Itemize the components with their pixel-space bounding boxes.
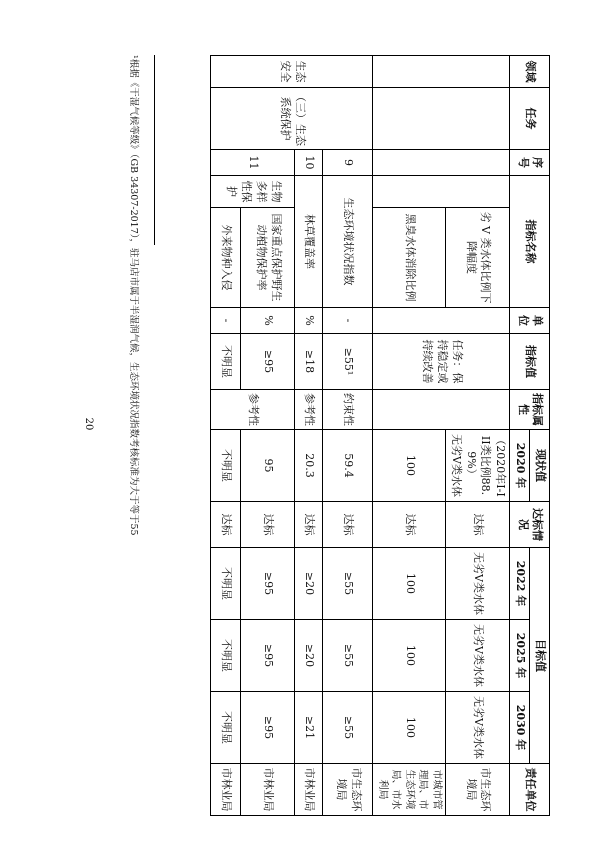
seq-value: 10 <box>295 150 323 176</box>
header-seq: 序号 <box>510 150 550 176</box>
current-value: 95 <box>241 430 295 502</box>
header-indicator-value: 指标值 <box>510 334 550 390</box>
current-value: 100 <box>373 430 446 502</box>
header-responsible: 责任单位 <box>510 764 550 816</box>
name-group-cell-water <box>373 176 510 208</box>
status-value: 达标 <box>241 502 295 548</box>
status-value: 达标 <box>373 502 446 548</box>
target-2025: 不明显 <box>211 620 241 692</box>
status-value: 达标 <box>295 502 323 548</box>
header-current: 现状值 <box>530 430 550 502</box>
seq-value: 11 <box>211 150 295 176</box>
indicator-name: 国家重点保护野生动植物保护率 <box>241 208 295 308</box>
field-eco: 生态安全 <box>211 56 373 88</box>
status-value: 达标 <box>211 502 241 548</box>
target-2025: ≥20 <box>295 620 323 692</box>
header-2025: 2025 年 <box>510 620 530 692</box>
indicator-attr: 约束性 <box>323 390 373 430</box>
header-indicator-attr: 指标属性 <box>510 390 550 430</box>
unit-value: - <box>211 308 241 334</box>
target-2025: 100 <box>373 620 446 692</box>
header-current-year: 2020 年 <box>510 430 530 502</box>
task-eco: （三）生态系统保护 <box>211 88 373 150</box>
header-target: 目标值 <box>530 548 550 764</box>
unit-cell-water <box>373 308 510 334</box>
current-water-value: 无劣V类水体 <box>449 434 463 497</box>
header-task: 任务 <box>510 88 550 150</box>
current-value <box>445 430 509 502</box>
header-row-1 <box>530 56 550 816</box>
target-2025: 无劣V类水体 <box>445 620 509 692</box>
target-2030: 不明显 <box>211 692 241 764</box>
page-number: 20 <box>83 417 94 431</box>
current-value: 不明显 <box>211 430 241 502</box>
indicator-name: 劣 V 类水体比例下降幅度 <box>445 208 509 308</box>
target-2025: ≥95 <box>241 620 295 692</box>
status-value: 达标 <box>323 502 373 548</box>
unit-value: - <box>323 308 373 334</box>
target-2022: ≥55 <box>323 548 373 620</box>
unit-value: % <box>241 308 295 334</box>
footnote: ¹根据《干湿气候等级》（GB 34307-2017），驻马店市属于半湿润气候，生态环境状况指数考核标准为大于等于55 <box>128 55 139 536</box>
indicator-group: 生物多样性保护 <box>211 176 295 208</box>
target-2022: ≥95 <box>241 548 295 620</box>
current-water-note: （2020年I-III类比例88.9%） <box>464 434 508 497</box>
indicator-attr: 参考性 <box>211 390 295 430</box>
unit-value: % <box>295 308 323 334</box>
seq-value: 9 <box>323 150 373 176</box>
indicator-name: 黑臭水体消除比例 <box>373 208 446 308</box>
indicator-table <box>210 55 550 816</box>
target-2022: 100 <box>373 548 446 620</box>
status-value: 达标 <box>445 502 509 548</box>
responsible-unit: 市林业局 <box>211 764 241 816</box>
target-2030: ≥55 <box>323 692 373 764</box>
current-value: 20.3 <box>295 430 323 502</box>
field-cell-water <box>373 56 510 88</box>
indicator-name: 外来物种入侵 <box>211 208 241 308</box>
table-row <box>295 56 323 816</box>
header-status: 达标情况 <box>510 502 550 548</box>
task-cell-water <box>373 88 510 150</box>
indicator-name: 生态环境状况指数 <box>323 176 373 308</box>
responsible-unit: 市城市管理局、市生态环境局、市水利局 <box>373 764 446 816</box>
responsible-unit: 市林业局 <box>241 764 295 816</box>
header-2022: 2022 年 <box>510 548 530 620</box>
responsible-unit: 市生态环境局 <box>445 764 509 816</box>
header-field: 领域 <box>510 56 550 88</box>
current-value: 59.4 <box>323 430 373 502</box>
header-unit: 单位 <box>510 308 550 334</box>
target-2030: ≥95 <box>241 692 295 764</box>
indicator-value: ≥18 <box>295 334 323 390</box>
target-2030: 无劣V类水体 <box>445 692 509 764</box>
indicator-value: ≥95 <box>241 334 295 390</box>
target-2030: 100 <box>373 692 446 764</box>
target-2022: ≥20 <box>295 548 323 620</box>
responsible-unit: 市生态环境局 <box>323 764 373 816</box>
header-2030: 2030 年 <box>510 692 530 764</box>
seq-cell-water <box>373 150 510 176</box>
target-2030: ≥21 <box>295 692 323 764</box>
table-row <box>323 56 373 816</box>
table-row <box>241 56 295 816</box>
indicator-name: 林草覆盖率 <box>295 176 323 308</box>
footnote-rule <box>154 55 155 245</box>
task-note: 任务：保持稳定或持续改善 <box>373 334 510 390</box>
attr-cell-water <box>373 390 510 430</box>
indicator-value: 不明显 <box>211 334 241 390</box>
indicator-attr: 参考性 <box>295 390 323 430</box>
table-row <box>445 56 509 816</box>
responsible-unit: 市林业局 <box>295 764 323 816</box>
target-2025: ≥55 <box>323 620 373 692</box>
indicator-value: ≥55¹ <box>323 334 373 390</box>
header-indicator-name: 指标名称 <box>510 176 550 308</box>
target-2022: 不明显 <box>211 548 241 620</box>
target-2022: 无劣V类水体 <box>445 548 509 620</box>
